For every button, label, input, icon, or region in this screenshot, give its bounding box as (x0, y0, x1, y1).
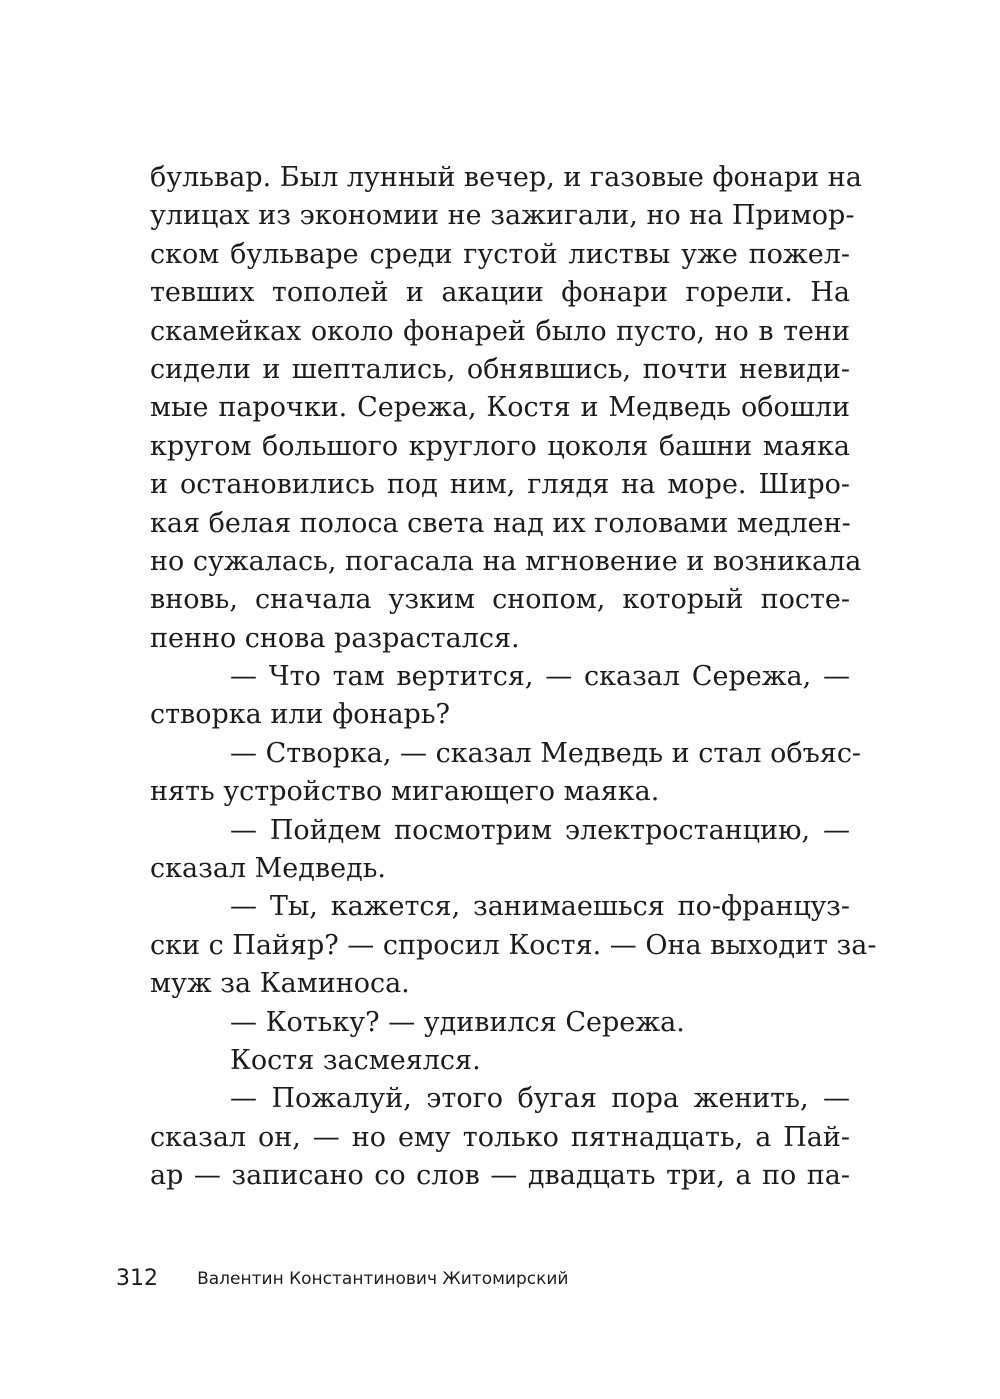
text-line: Костя засмеялся. (230, 1044, 481, 1076)
text-line: улицах из экономии не зажигали, но на Примор- (150, 200, 855, 232)
text-line: тевших тополей и акации фонари горели. На (150, 277, 850, 309)
text-line: сидели и шептались, обнявшись, почти невиди- (150, 353, 850, 385)
text-line: скамейках около фонарей было пусто, но в тени (150, 315, 850, 347)
page-body-text (150, 159, 877, 1196)
text-line: мые парочки. Сережа, Костя и Медведь обошли (150, 392, 850, 424)
text-line: сказал он, — но ему только пятнадцать, а Пай- (150, 1121, 850, 1153)
text-line: но сужалась, погасала на мгновение и возникала (150, 545, 862, 577)
text-line: ар — записано со слов — двадцать три, а по па- (150, 1160, 850, 1192)
text-line: бульвар. Был лунный вечер, и газовые фонари на (150, 162, 862, 193)
text-line: кругом большого круглого цоколя башни маяка (150, 430, 850, 462)
text-line: ском бульваре среди густой листвы уже пожел- (150, 238, 850, 270)
text-line: — Котьку? — удивился Сережа. (230, 1006, 685, 1038)
text-line: пенно снова разрастался. (150, 622, 520, 654)
page-number: 312 (116, 1266, 158, 1291)
text-line: и остановились под ним, глядя на море. Широ- (150, 469, 850, 501)
text-line: муж за Каминоса. (150, 968, 410, 1000)
text-line: — Пожалуй, этого бугая пора женить, — (230, 1083, 850, 1115)
text-line: — Ты, кажется, занимаешься по-францyз- (230, 891, 850, 923)
running-footer-author: Валентин Константинович Житомирский (197, 1269, 569, 1289)
text-line: ски с Пайяр? — спросил Костя. — Она выходит за- (150, 929, 877, 961)
text-line: — Что там вертится, — сказал Сережа, — (230, 661, 850, 693)
text-line: створка или фонарь? (150, 699, 451, 731)
text-line: сказал Медведь. (150, 853, 386, 885)
text-line: нять устройство мигающего маяка. (150, 776, 660, 808)
text-line: вновь, сначала узким снопом, который посте- (150, 584, 850, 616)
text-line: — Пойдем посмотрим электростанцию, — (230, 814, 850, 846)
page-footer (116, 1266, 568, 1291)
text-line: кая белая полоса света над их головами медлен- (150, 507, 851, 539)
text-line: — Створка, — сказал Медведь и стал объяс- (230, 737, 862, 769)
